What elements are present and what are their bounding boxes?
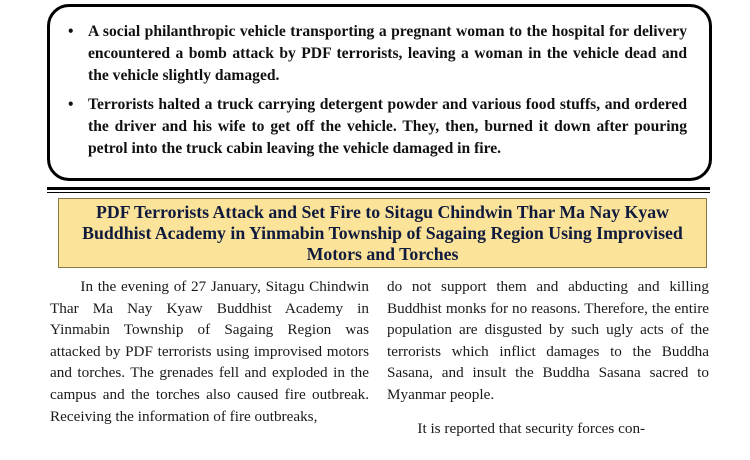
article-column-left xyxy=(50,276,369,427)
article-column-right xyxy=(387,276,709,439)
bullet-icon: • xyxy=(68,23,74,40)
summary-item xyxy=(64,94,687,160)
summary-item xyxy=(64,21,687,87)
article-paragraph: In the evening of 27 January, Sitagu Chindwin Thar Ma Nay Kyaw Buddhist Academy in Yinmabin Township of Sagaing Region was attacked by PDF terrorists using improvised motors and torches. The grenades fell and exploded in the campus and the torches also caused fire outbreak. Receiving the information of fire outbreaks, xyxy=(50,278,369,425)
summary-item-text: A social philanthropic vehicle transporting a pregnant woman to the hospital for delivery encountered a bomb attack by PDF terrorists, leaving a woman in the vehicle dead and the vehicle slightly damaged. xyxy=(88,23,687,84)
section-divider-thin xyxy=(47,192,710,193)
summary-list xyxy=(64,21,687,160)
article-paragraph: It is reported that security forces con- xyxy=(417,419,646,437)
summary-box xyxy=(47,4,712,181)
headline-box xyxy=(58,198,707,268)
article-paragraph: do not support them and abducting and killing Buddhist monks for no reasons. Therefore, the entire population are disgusted by such ugly acts of the terrorists which inflict damages to the Buddha Sasana, and insult the Buddha Sasana sacred to Myanmar people. xyxy=(387,278,709,403)
bullet-icon: • xyxy=(68,96,74,113)
summary-item-text: Terrorists halted a truck carrying detergent powder and various food stuffs, and ordered the driver and his wife to get off the vehicle. They, then, burned it down after pouring petrol into the truck cabin leaving the vehicle damaged in fire. xyxy=(88,96,687,157)
article-headline: PDF Terrorists Attack and Set Fire to Sitagu Chindwin Thar Ma Nay Kyaw Buddhist Academy in Yinmabin Township of Sagaing Region Using Improvised Motors and Torches xyxy=(82,201,683,264)
section-divider xyxy=(47,187,710,190)
